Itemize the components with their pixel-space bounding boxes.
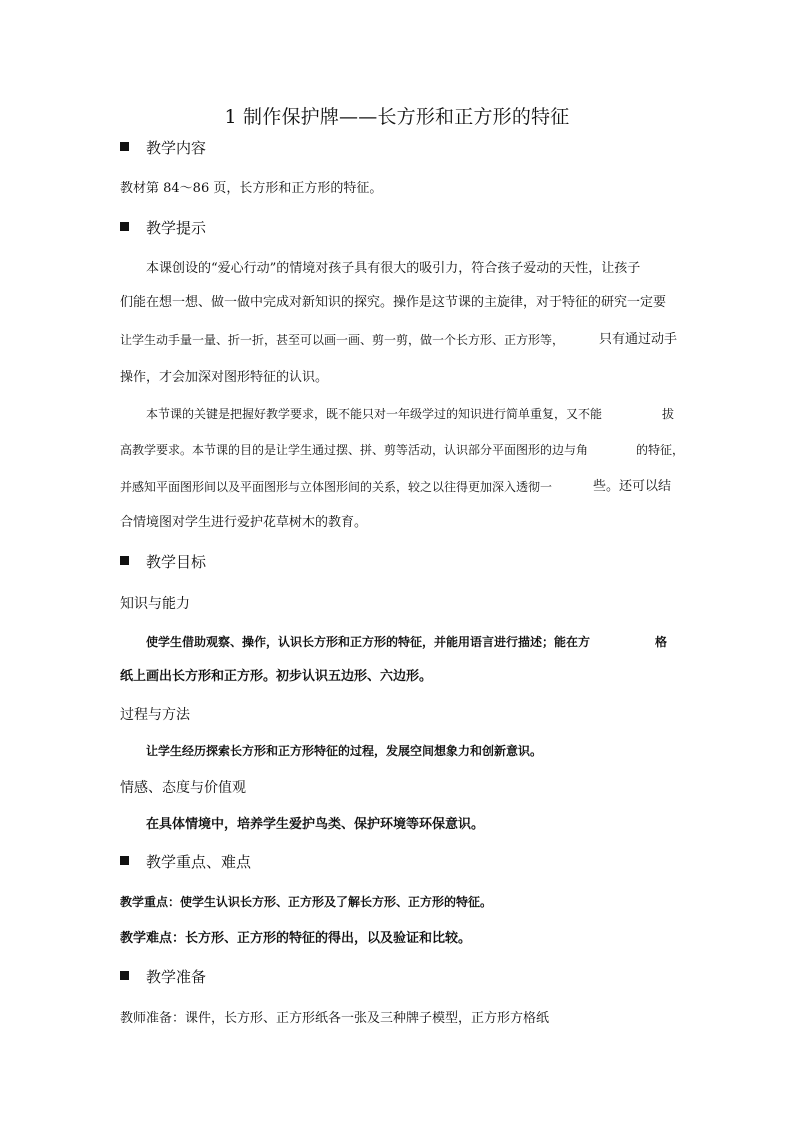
- paragraph-line: 合情境图对学生进行爱护花草树木的教育。: [120, 515, 368, 530]
- paragraph-line: 们能在想一想、做一做中完成对新知识的探究。操作是这节课的主旋律，对于特征的研究一定要: [120, 295, 667, 310]
- section-heading-content: [120, 137, 206, 159]
- paragraph-line: 拔: [662, 407, 675, 421]
- section-heading-goals: [120, 551, 206, 573]
- goal-line: 纸上画出长方形和正方形。初步认识五边形、六边形。: [120, 669, 433, 684]
- paragraph-line: 些。还可以结: [593, 479, 672, 494]
- paragraph-line: 本节课的关键是把握好教学要求，既不能只对一年级学过的知识进行简单重复，又不能: [146, 407, 603, 421]
- paragraph-line: 的特征，: [636, 443, 685, 457]
- paragraph-line: 操作，才会加深对图形特征的认识。: [120, 370, 329, 385]
- section-heading-tips: [120, 217, 206, 239]
- paragraph-line: 并感知平面图形间以及平面图形与立体图形间的关系，较之以往得更加深入透彻一: [120, 480, 553, 494]
- square-bullet-icon: [120, 971, 129, 980]
- square-bullet-icon: [120, 142, 129, 151]
- goal-line: 在具体情境中，培养学生爱护鸟类、保护环境等环保意识。: [146, 817, 485, 832]
- subheading-process: 过程与方法: [120, 707, 190, 723]
- goal-line: 使学生借助观察、操作，认识长方形和正方形的特征，并能用语言进行描述；能在方: [146, 635, 591, 649]
- section-heading-label: 教学提示: [146, 219, 207, 237]
- section-heading-prep: [120, 966, 206, 988]
- square-bullet-icon: [120, 222, 129, 231]
- square-bullet-icon: [120, 856, 129, 865]
- section-heading-label: 教学准备: [146, 968, 207, 986]
- goal-line: 格: [655, 635, 668, 649]
- paragraph-line: 只有通过动手: [599, 332, 678, 347]
- section-heading-label: 教学重点、难点: [146, 853, 252, 871]
- prep-text: 教师准备：课件，长方形、正方形纸各一张及三种牌子模型，正方形方格纸: [120, 1011, 550, 1026]
- goal-line: 让学生经历探索长方形和正方形特征的过程，发展空间想象力和创新意识。: [146, 744, 543, 758]
- paragraph-line: 本课创设的“爱心行动”的情境对孩子具有很大的吸引力，符合孩子爱动的天性，让孩子: [146, 261, 641, 276]
- section-heading-label: 教学目标: [146, 553, 207, 571]
- subheading-knowledge: 知识与能力: [120, 596, 190, 612]
- page-title: 1 制作保护牌——长方形和正方形的特征: [224, 106, 570, 128]
- section-heading-keypoints: [120, 851, 251, 873]
- section-heading-label: 教学内容: [146, 139, 207, 157]
- subheading-emotion: 情感、态度与价值观: [120, 780, 246, 796]
- difficult-point-text: 教学难点：长方形、正方形的特征的得出，以及验证和比较。: [120, 931, 472, 946]
- paragraph-line: 让学生动手量一量、折一折，甚至可以画一画、剪一剪，做一个长方形、正方形等，: [120, 333, 565, 347]
- square-bullet-icon: [120, 556, 129, 565]
- paragraph-line: 高教学要求。本节课的目的是让学生通过摆、拼、剪等活动，认识部分平面图形的边与角: [120, 443, 589, 457]
- content-text: 教材第 84～86 页，长方形和正方形的特征。: [120, 181, 383, 196]
- key-point-text: 教学重点：使学生认识长方形、正方形及了解长方形、正方形的特征。: [120, 895, 493, 909]
